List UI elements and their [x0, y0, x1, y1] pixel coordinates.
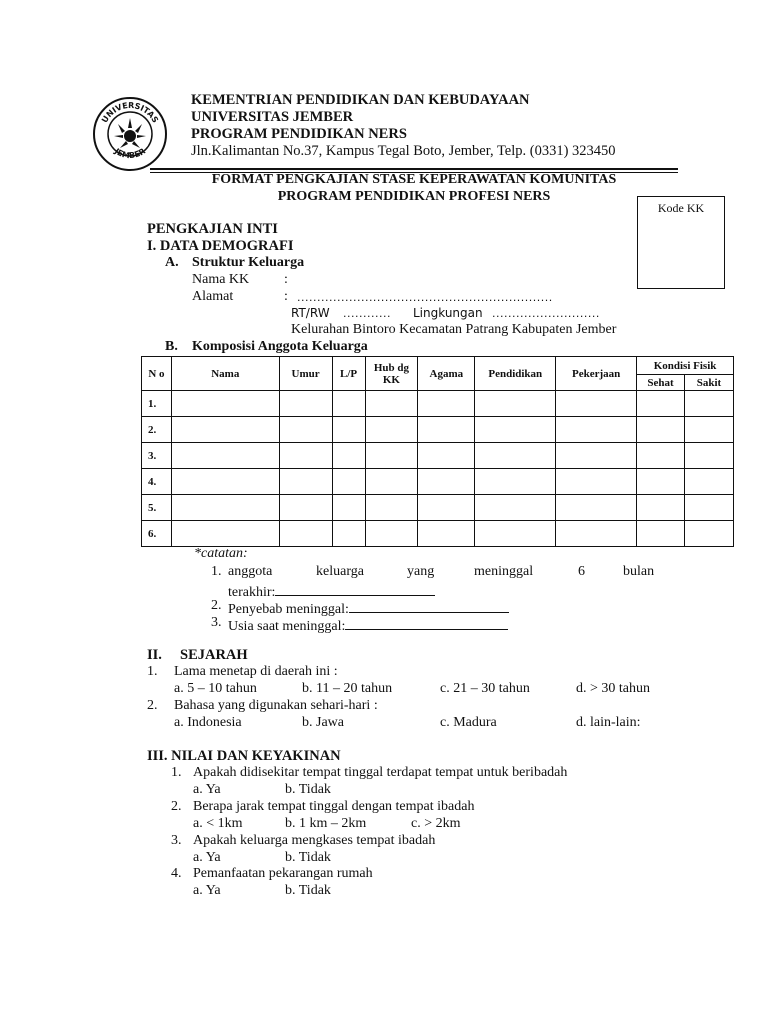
cell-pekerjaan[interactable]	[556, 469, 637, 495]
cell-nama[interactable]	[171, 521, 279, 547]
header-no: N o	[142, 357, 172, 391]
cell-pekerjaan[interactable]	[556, 443, 637, 469]
header-sehat: Sehat	[637, 375, 685, 391]
header-hub: Hub dg KK	[365, 357, 418, 391]
s3-q4-num: 4.	[171, 866, 182, 881]
s2-q2-option-d[interactable]: d. lain-lain:	[576, 715, 641, 730]
cell-pendidikan[interactable]	[475, 495, 556, 521]
s2-q2-option-a[interactable]: a. Indonesia	[174, 715, 242, 730]
form-title: FORMAT PENGKAJIAN STASE KEPERAWATAN KOMUNITAS	[211, 172, 617, 187]
row-number: 5.	[142, 495, 172, 521]
cell-hub[interactable]	[365, 417, 418, 443]
cell-umur[interactable]	[279, 443, 332, 469]
cell-sehat[interactable]	[637, 495, 685, 521]
cell-pendidikan[interactable]	[475, 521, 556, 547]
cell-umur[interactable]	[279, 417, 332, 443]
table-row	[142, 391, 734, 417]
family-composition-table	[141, 356, 734, 547]
rtrw-field[interactable]: ............	[343, 307, 391, 320]
cell-lp[interactable]	[332, 443, 365, 469]
form-subtitle: PROGRAM PENDIDIKAN PROFESI NERS	[277, 189, 551, 204]
cell-lp[interactable]	[332, 521, 365, 547]
cell-sakit[interactable]	[685, 443, 734, 469]
cell-pendidikan[interactable]	[475, 417, 556, 443]
row-number: 1.	[142, 391, 172, 417]
cell-agama[interactable]	[418, 391, 475, 417]
s3-q4-text: Pemanfaatan pekarangan rumah	[193, 866, 373, 881]
header-pekerjaan: Pekerjaan	[556, 357, 637, 391]
section-main-title: PENGKAJIAN INTI	[147, 221, 278, 237]
cell-agama[interactable]	[418, 417, 475, 443]
kode-kk-label: Kode KK	[657, 201, 705, 215]
table-row	[142, 417, 734, 443]
catatan-3-num: 3.	[211, 615, 222, 630]
section-2-num: II.	[147, 647, 162, 663]
nama-kk-label: Nama KK	[192, 272, 250, 287]
sub-a-title: Struktur Keluarga	[192, 255, 305, 270]
rtrw-label: RT/RW	[291, 306, 330, 320]
s3-q3-text: Apakah keluarga mengkases tempat ibadah	[193, 833, 436, 848]
alamat-label: Alamat	[192, 289, 234, 304]
cell-pendidikan[interactable]	[475, 443, 556, 469]
header-pendidikan: Pendidikan	[475, 357, 556, 391]
catatan-3-field[interactable]	[345, 615, 508, 630]
cell-umur[interactable]	[279, 391, 332, 417]
s2-q1-num: 1.	[147, 664, 158, 679]
header-kondisi-fisik: Kondisi Fisik	[637, 357, 734, 375]
kelurahan-text: Kelurahan Bintoro Kecamatan Patrang Kabupaten Jember	[291, 322, 617, 337]
s3-q4-option-b[interactable]: b. Tidak	[285, 883, 331, 898]
catatan-1-word: meninggal	[474, 564, 534, 579]
s2-q2-option-b[interactable]: b. Jawa	[302, 715, 344, 730]
header-nama: Nama	[171, 357, 279, 391]
cell-sehat[interactable]	[637, 443, 685, 469]
cell-hub[interactable]	[365, 521, 418, 547]
s3-q2-option-b[interactable]: b. 1 km – 2km	[285, 816, 367, 831]
row-number: 2.	[142, 417, 172, 443]
cell-umur[interactable]	[279, 469, 332, 495]
logo-top-text: UNIVERSITAS	[100, 100, 160, 125]
sub-b-title: Komposisi Anggota Keluarga	[192, 339, 368, 354]
cell-nama[interactable]	[171, 391, 279, 417]
s2-q2-num: 2.	[147, 698, 158, 713]
row-number: 4.	[142, 469, 172, 495]
cell-lp[interactable]	[332, 495, 365, 521]
ministry-name: KEMENTRIAN PENDIDIKAN DAN KEBUDAYAAN	[191, 92, 530, 108]
s2-q1-option-c[interactable]: c. 21 – 30 tahun	[440, 681, 530, 696]
cell-agama[interactable]	[418, 521, 475, 547]
catatan-1-word: 6	[578, 564, 585, 579]
s3-q1-num: 1.	[171, 765, 182, 780]
section-3-title: III. NILAI DAN KEYAKINAN	[147, 748, 341, 764]
svg-text:JEMBER	[112, 146, 147, 160]
catatan-3-text: Usia saat meninggal:	[228, 619, 346, 634]
alamat-field[interactable]: ................................................................	[297, 291, 553, 304]
cell-pekerjaan[interactable]	[556, 521, 637, 547]
cell-sakit[interactable]	[685, 417, 734, 443]
section-2-title: SEJARAH	[180, 647, 248, 663]
cell-sehat[interactable]	[637, 469, 685, 495]
university-name: UNIVERSITAS JEMBER	[191, 109, 354, 125]
lingkungan-label: Lingkungan	[413, 306, 483, 320]
cell-lp[interactable]	[332, 391, 365, 417]
kode-kk-box[interactable]	[637, 196, 725, 289]
cell-lp[interactable]	[332, 417, 365, 443]
cell-pekerjaan[interactable]	[556, 391, 637, 417]
lingkungan-field[interactable]: ...........................	[492, 307, 600, 320]
cell-lp[interactable]	[332, 469, 365, 495]
s3-q1-option-a[interactable]: a. Ya	[193, 782, 221, 797]
cell-pekerjaan[interactable]	[556, 495, 637, 521]
cell-sakit[interactable]	[685, 495, 734, 521]
catatan-1-word: bulan	[623, 564, 655, 579]
catatan-1-word: anggota	[228, 564, 273, 579]
s2-q1-text: Lama menetap di daerah ini :	[174, 664, 338, 679]
s3-q1-text: Apakah didisekitar tempat tinggal terdapat tempat untuk beribadah	[193, 765, 568, 780]
header-agama: Agama	[418, 357, 475, 391]
s2-q1-option-d[interactable]: d. > 30 tahun	[576, 681, 650, 696]
cell-nama[interactable]	[171, 495, 279, 521]
cell-sakit[interactable]	[685, 521, 734, 547]
cell-umur[interactable]	[279, 495, 332, 521]
cell-sehat[interactable]	[637, 391, 685, 417]
s3-q1-option-b[interactable]: b. Tidak	[285, 782, 331, 797]
cell-hub[interactable]	[365, 469, 418, 495]
cell-hub[interactable]	[365, 495, 418, 521]
catatan-2-field[interactable]	[349, 598, 509, 613]
s3-q4-option-a[interactable]: a. Ya	[193, 883, 221, 898]
header-rule-thick	[150, 168, 678, 170]
cell-umur[interactable]	[279, 521, 332, 547]
catatan-label: *catatan:	[194, 546, 248, 561]
cell-agama[interactable]	[418, 443, 475, 469]
cell-nama[interactable]	[171, 469, 279, 495]
s3-q3-option-a[interactable]: a. Ya	[193, 850, 221, 865]
catatan-1-num: 1.	[211, 564, 222, 579]
catatan-1-word: yang	[407, 564, 435, 579]
s3-q3-num: 3.	[171, 833, 182, 848]
cell-agama[interactable]	[418, 469, 475, 495]
catatan-2-text: Penyebab meninggal:	[228, 602, 349, 617]
catatan-1-field[interactable]	[275, 581, 435, 596]
catatan-1-cont: terakhir:	[228, 585, 276, 600]
catatan-2-num: 2.	[211, 598, 222, 613]
table-row	[142, 443, 734, 469]
cell-nama[interactable]	[171, 417, 279, 443]
table-row	[142, 521, 734, 547]
s3-q3-option-b[interactable]: b. Tidak	[285, 850, 331, 865]
cell-pendidikan[interactable]	[475, 469, 556, 495]
catatan-1-word: keluarga	[316, 564, 364, 579]
cell-agama[interactable]	[418, 495, 475, 521]
s2-q2-text: Bahasa yang digunakan sehari-hari :	[174, 698, 378, 713]
sub-b-letter: B.	[165, 339, 178, 354]
program-name: PROGRAM PENDIDIKAN NERS	[191, 126, 407, 142]
cell-sehat[interactable]	[637, 521, 685, 547]
s2-q1-option-a[interactable]: a. 5 – 10 tahun	[174, 681, 257, 696]
address: Jln.Kalimantan No.37, Kampus Tegal Boto, Jember, Telp. (0331) 323450	[191, 143, 616, 159]
cell-pendidikan[interactable]	[475, 391, 556, 417]
cell-nama[interactable]	[171, 443, 279, 469]
sub-a-letter: A.	[165, 255, 179, 270]
university-logo	[92, 96, 168, 172]
header-sakit: Sakit	[685, 375, 734, 391]
section-1-title: I. DATA DEMOGRAFI	[147, 238, 294, 254]
cell-sehat[interactable]	[637, 417, 685, 443]
logo-bottom-text: JEMBER	[112, 146, 147, 161]
header-umur: Umur	[279, 357, 332, 391]
s3-q2-option-c[interactable]: c. > 2km	[411, 816, 461, 831]
header-lp: L/P	[332, 357, 365, 391]
alamat-colon: :	[284, 289, 288, 304]
nama-kk-colon: :	[284, 272, 288, 287]
table-row	[142, 469, 734, 495]
cell-hub[interactable]	[365, 391, 418, 417]
s3-q2-option-a[interactable]: a. < 1km	[193, 816, 243, 831]
s2-q1-option-b[interactable]: b. 11 – 20 tahun	[302, 681, 393, 696]
s2-q2-option-c[interactable]: c. Madura	[440, 715, 497, 730]
cell-sakit[interactable]	[685, 469, 734, 495]
s3-q2-num: 2.	[171, 799, 182, 814]
cell-hub[interactable]	[365, 443, 418, 469]
sun-emblem-icon	[114, 118, 146, 148]
row-number: 6.	[142, 521, 172, 547]
row-number: 3.	[142, 443, 172, 469]
catatan-3-line	[228, 615, 508, 635]
cell-pekerjaan[interactable]	[556, 417, 637, 443]
s3-q2-text: Berapa jarak tempat tinggal dengan tempat ibadah	[193, 799, 475, 814]
table-row	[142, 495, 734, 521]
cell-sakit[interactable]	[685, 391, 734, 417]
